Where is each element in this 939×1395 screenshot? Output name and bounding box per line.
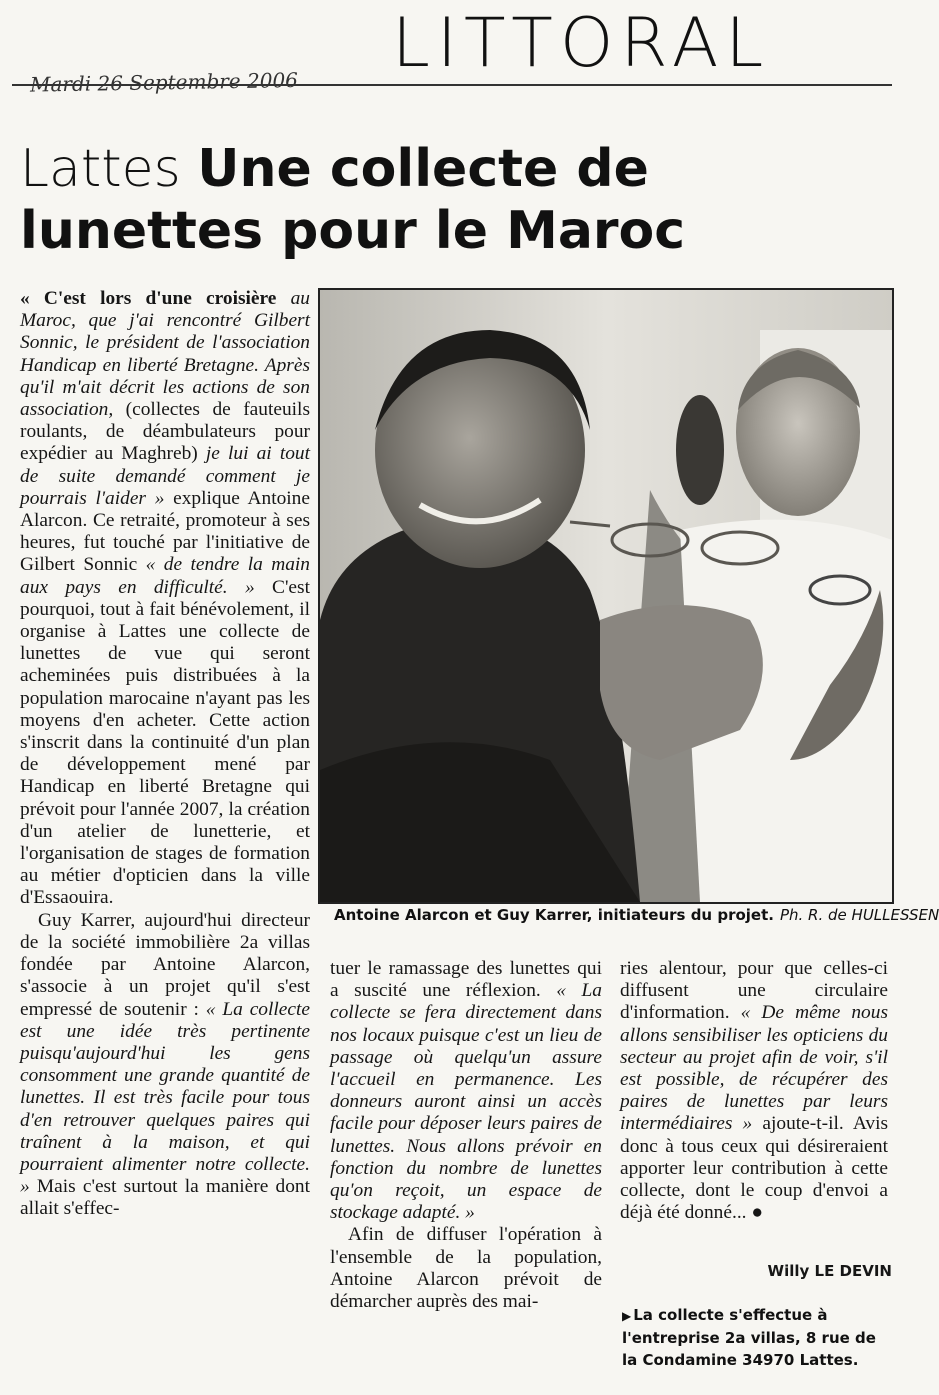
- article-headline: [20, 138, 880, 268]
- text-run: C'est pourquoi, tout à fait bénévolement, il organise à Lattes une collecte de lunettes de vue qui seront acheminées puis distribuées à la population marocaine n'ayant pas les moyens d'en acheter. Cette action s'inscrit dans la continuité d'un plan de développement mené par Handicap en liberté Bretagne qui prévoit pour l'année 2007, la création d'un atelier de lunetterie, et l'organisation de stages de formation au métier d'opticien dans la ville d'Essaouira.: [20, 576, 310, 909]
- quote: « La collecte se fera directement dans nos locaux puisque c'est un lieu de passage où quelqu'un assure l'accueil en permanence. Les donneurs auront ainsi un accès facile pour déposer leurs paires de lunettes. Nous allons prévoir en fonction du nombre de lunettes qu'on reçoit, un espace de stockage adapté. »: [330, 980, 602, 1224]
- paragraph: [20, 288, 310, 910]
- quote: « De même nous allons sensibiliser les opticiens du secteur au projet afin de voir, s'il est possible, de récupérer des paires de lunettes par leurs intermédiaires »: [620, 1002, 888, 1135]
- caption-text: Antoine Alarcon et Guy Karrer, initiateurs du projet.: [334, 906, 774, 924]
- info-box: [622, 1304, 892, 1378]
- lead-in: « C'est lors d'une croisière: [20, 288, 277, 309]
- text-run: ajoute-t-il. Avis donc à tous ceux qui désireraient apporter leur contribution à cette collecte, dont le coup d'envoi a déjà été donné... ●: [620, 1113, 889, 1224]
- text-run: ries alentour, pour que celles-ci diffusent une circulaire d'information.: [620, 958, 888, 1024]
- photo-credit: Ph. R. de HULLESSEN: [779, 906, 939, 924]
- text-run: Guy Karrer, aujourd'hui directeur de la société immobilière 2a villas fondée par Antoine Alarcon, s'associe à un projet qu'il s'est empressé de soutenir :: [20, 909, 310, 1020]
- quote: je lui ai tout de suite demandé comment je pourrais l'aider »: [20, 443, 310, 509]
- author-signature: Willy LE DEVIN: [767, 1262, 892, 1280]
- quote: au Maroc, que j'ai rencontré Gilbert Sonnic, le président de l'association Handicap en liberté Bretagne. Après qu'il m'ait décrit les actions de son association,: [20, 288, 310, 421]
- quote: « de tendre la main aux pays en difficulté. »: [20, 554, 310, 598]
- section-title: LITTORAL: [392, 4, 771, 83]
- paragraph: [330, 1224, 602, 1313]
- paragraph: [620, 958, 888, 1224]
- handwritten-date: Mardi 26 Septembre 2006: [29, 67, 299, 97]
- text-run: tuer le ramassage des lunettes qui a suscité une réflexion.: [330, 958, 602, 1002]
- quote: « La collecte est une idée très pertinente puisqu'aujourd'hui les gens consomment une grande quantité de lunettes. Il est très facile pour tous d'en retrouver quelques paires qui traînent à la maison, et qui pourraient alimenter notre collecte. »: [20, 998, 310, 1198]
- article-photo: [318, 288, 894, 904]
- text-run: (collectes de fauteuils roulants, de déambulateurs pour expédier au Maghreb): [20, 399, 310, 465]
- photo-illustration: [320, 290, 892, 902]
- arrow-icon: ▶: [622, 1309, 632, 1323]
- photo-caption: [334, 906, 939, 932]
- text-run: Mais c'est surtout la manière dont allait s'effec-: [20, 1176, 310, 1220]
- headline-kicker: Lattes: [20, 139, 181, 199]
- paragraph: [20, 910, 310, 1221]
- text-run: Afin de diffuser l'opération à l'ensemble de la population, Antoine Alarcon prévoit de démarcher auprès des mai-: [330, 1224, 602, 1313]
- info-text: La collecte s'effectue à l'entreprise 2a villas, 8 rue de la Condamine 34970 Lattes.: [622, 1306, 876, 1369]
- text-run: explique Antoine Alarcon. Ce retraité, promoteur à ses heures, fut touché par l'initiative de Gilbert Sonnic: [20, 487, 310, 576]
- headline-title: Une collecte de lunettes pour le Maroc: [20, 139, 686, 261]
- paragraph: [330, 958, 602, 1224]
- article-column-2: [330, 958, 602, 1378]
- article-column-1: [20, 288, 310, 1378]
